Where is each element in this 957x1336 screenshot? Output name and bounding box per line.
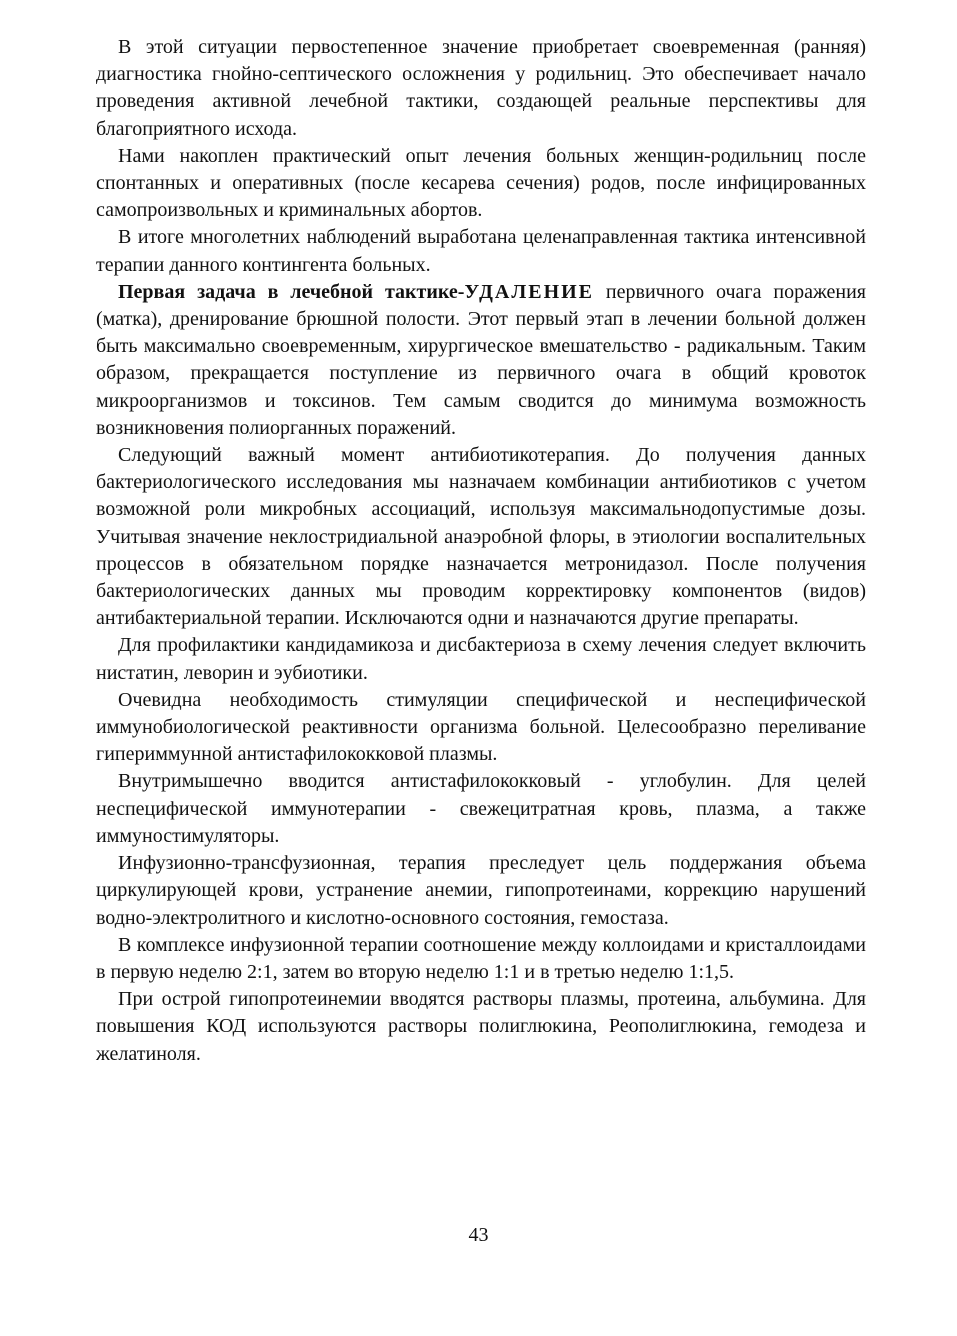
paragraph-immunotherapy: Внутримышечно вводится антистафилококковый - углобулин. Для целей неспецифической иммунотерапии - свежецитратная кровь, плазма, а также иммуностимуляторы. xyxy=(96,770,866,847)
first-task-text: первичного очага поражения (матка), дренирование брюшной полости. Этот первый этап в лечении больной должен быть максимально своевременным, хирургическое вмешательство - радикальным. Таким образом, прекращается поступление из первичного очага в общий кровоток микроорганизмов и токсинов. Тем самым сводится до минимума возможность возникновения полиорганных поражений. xyxy=(96,280,866,439)
paragraph-infusion: Инфузионно-трансфузионная, терапия преследует цель поддержания объема циркулирующей крови, устранение анемии, гипопротеинами, коррекцию нарушений водно-электролитного и кислотно-основного состояния, гемостаза. xyxy=(96,852,866,929)
first-task-lead: Первая задача в лечебной тактике- xyxy=(118,280,465,303)
paragraph-experience: Нами накоплен практический опыт лечения больных женщин-родильниц после спонтанных и оперативных (после кесарева сечения) родов, после инфицированных самопроизвольных и криминальных абортов. xyxy=(96,144,866,222)
first-task-keyword: УДАЛЕНИЕ xyxy=(464,280,595,303)
paragraph-tactics: В итоге многолетних наблюдений выработана целенаправленная тактика интенсивной терапии данного контингента больных. xyxy=(96,226,866,276)
paragraph-immunity: Очевидна необходимость стимуляции специфической и неспецифической иммунобиологической реактивности организма больной. Целесообразно переливание гипериммунной антистафилококковой плазмы. xyxy=(96,688,866,766)
paragraph-colloids: В комплексе инфузионной терапии соотношение между коллоидами и кристаллоидами в первую неделю 2:1, затем во вторую неделю 1:1 и в третью неделю 1:1,5. xyxy=(96,933,866,983)
paragraph-hypoproteinemia: При острой гипопротеинемии вводятся растворы плазмы, протеина, альбумина. Для повышения КОД используются растворы полиглюкина, Реополиглюкина, гемодеза и желатиноля. xyxy=(96,988,866,1065)
page-body xyxy=(96,34,866,1068)
page-number: 43 xyxy=(468,1224,489,1246)
paragraph-first-task xyxy=(96,279,866,442)
paragraph-prophylaxis: Для профилактики кандидамикоза и дисбактериоза в схему лечения следует включить нистатин, леворин и эубиотики. xyxy=(96,634,866,684)
paragraph-antibiotics: Следующий важный момент антибиотикотерапия. До получения данных бактериологического исследования мы назначаем комбинации антибиотиков с учетом возможной роли микробных ассоциаций, используя максимальнодопустимые дозы. Учитывая значение неклостридиальной анаэробной флоры, в этиологии воспалительных процессов в обязательном порядке назначается метронидазол. После получения бактериологических данных мы проводим корректировку компонентов (видов) антибактериальной терапии. Исключаются одни и назначаются другие препараты. xyxy=(96,444,866,630)
paragraph-early-diagnosis: В этой ситуации первостепенное значение приобретает своевременная (ранняя) диагностика гнойно-септического осложнения у родильниц. Это обеспечивает начало проведения активной лечебной тактики, создающей реальные перспективы для благоприятного исхода. xyxy=(96,36,866,140)
